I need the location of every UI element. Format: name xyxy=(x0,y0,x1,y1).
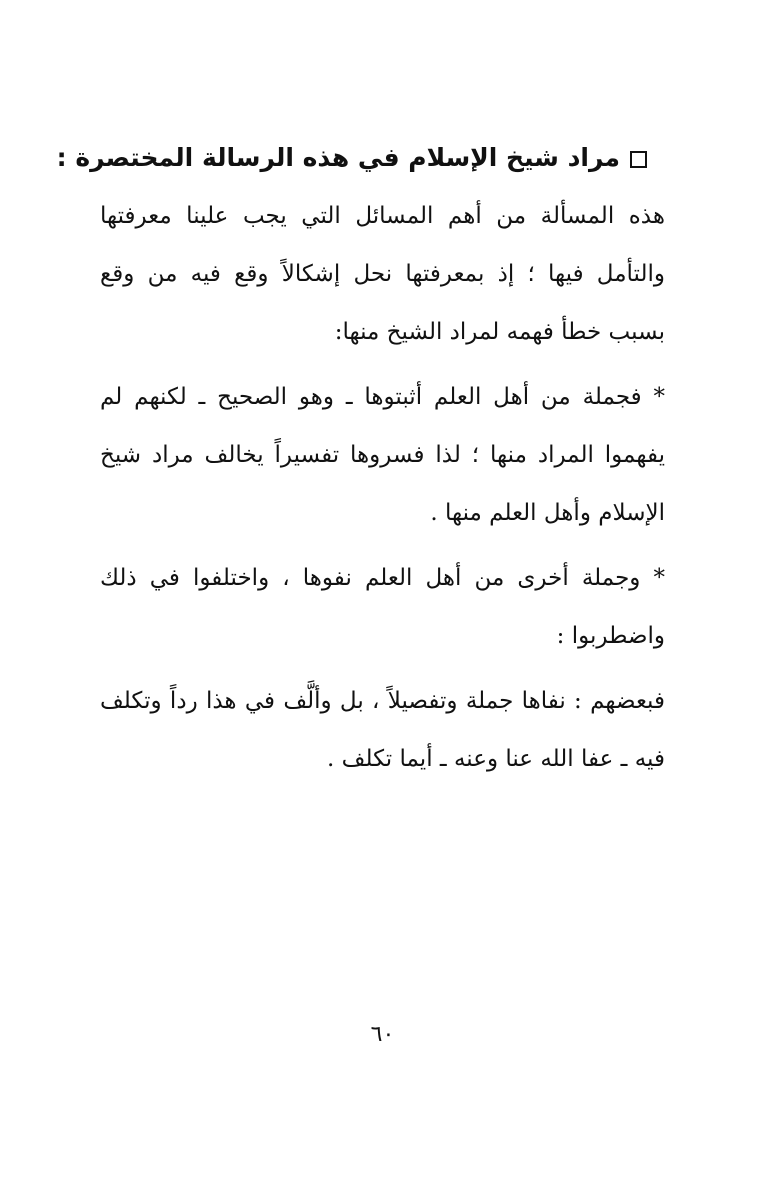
checkbox-square-icon xyxy=(630,151,647,168)
paragraph-some-of-them: فبعضهم : نفاها جملة وتفصيلاً ، بل وألَّف في هذا رداً وتكلف فيه ـ عفا الله عنا وعنه ـ أيما تكلف . xyxy=(100,688,665,772)
page-number: ٦٠ xyxy=(370,1022,395,1047)
section-heading xyxy=(56,138,647,178)
section-heading-text: مراد شيخ الإسلام في هذه الرسالة المختصرة : xyxy=(56,143,620,172)
paragraph-first-group: * فجملة من أهل العلم أثبتوها ـ وهو الصحيح ـ لكنهم لم يفهموا المراد منها ؛ لذا فسروها تفسيراً يخالف مراد شيخ الإسلام وأهل العلم منها . xyxy=(100,384,665,526)
paragraph-intro: هذه المسألة من أهم المسائل التي يجب علينا معرفتها والتأمل فيها ؛ إذ بمعرفتها نحل إشكالاً وقع فيه من وقع بسبب خطأ فهمه لمراد الشيخ منها: xyxy=(100,203,665,345)
paragraph-second-group: * وجملة أخرى من أهل العلم نفوها ، واختلفوا في ذلك واضطربوا : xyxy=(100,565,665,649)
